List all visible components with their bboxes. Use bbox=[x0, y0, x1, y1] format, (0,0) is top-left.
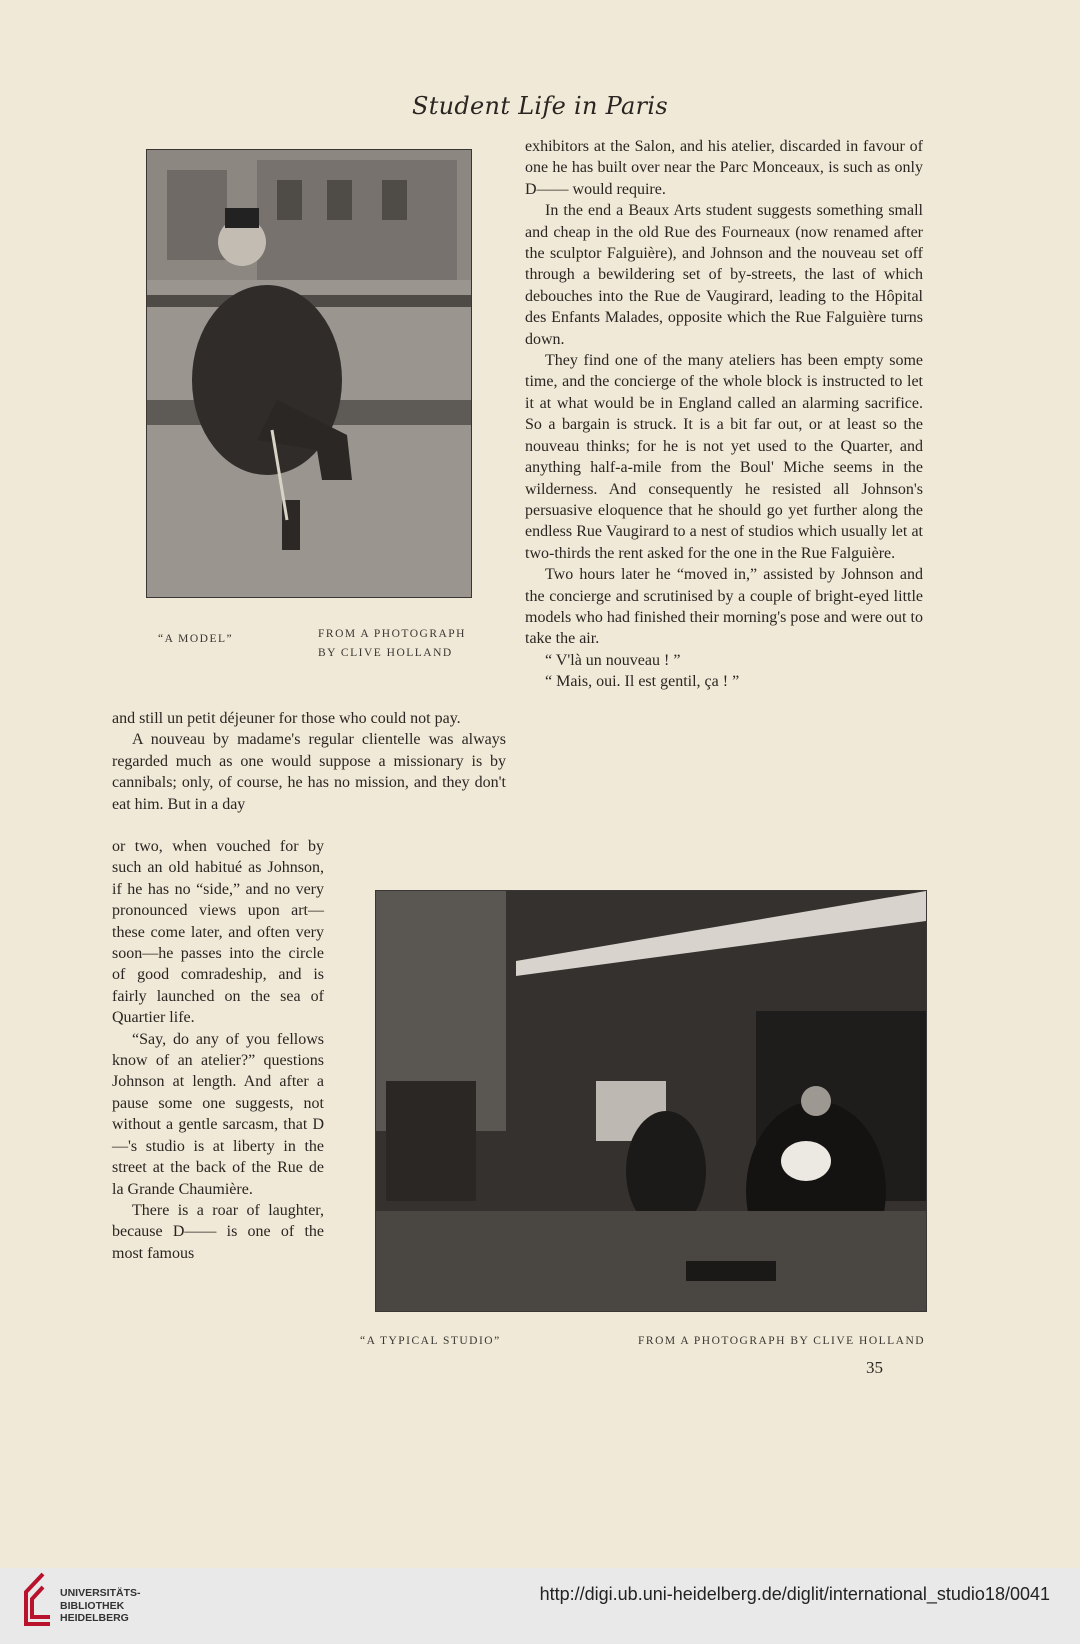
library-logo-icon bbox=[18, 1572, 58, 1632]
digital-library-url[interactable]: http://digi.ub.uni-heidelberg.de/diglit/international_studio18/0041 bbox=[539, 1584, 1050, 1604]
right-paragraph-5: “ V'là un nouveau ! ” bbox=[545, 651, 681, 669]
right-column bbox=[525, 136, 923, 693]
page-number: 35 bbox=[866, 1358, 883, 1377]
footer-bar bbox=[0, 1568, 1080, 1644]
narrow-paragraph-3: There is a roar of laughter, because D—— is one of the most famous bbox=[112, 1201, 324, 1262]
library-name-line-1: UNIVERSITÄTS- bbox=[60, 1587, 141, 1599]
narrow-column bbox=[112, 836, 324, 1264]
left-paragraph-1: and still un petit déjeuner for those who could not pay. bbox=[112, 710, 461, 727]
right-paragraph-1: exhibitors at the Salon, and his atelier, discarded in favour of one he has built over near the Parc Monceaux, is such as only D—— would require. bbox=[525, 138, 923, 198]
studio-caption-title: “A TYPICAL STUDIO” bbox=[360, 1335, 501, 1347]
model-photo-illustration bbox=[147, 150, 471, 597]
right-paragraph-2: In the end a Beaux Arts student suggests something small and cheap in the old Rue des Fourneaux (now renamed after the sculptor Falguière), and Johnson and the nouveau set off through a bewildering set of by-streets, the last of which debouches into the Rue de Vaugirard, leading to the Hôpital des Enfants Malades, opposite which the Rue Falguière turns down. bbox=[525, 202, 923, 348]
library-name-line-2: BIBLIOTHEK bbox=[60, 1599, 125, 1612]
photo-a-model bbox=[146, 149, 472, 598]
studio-photo-illustration bbox=[376, 891, 926, 1311]
model-caption-credit-2: BY CLIVE HOLLAND bbox=[318, 647, 453, 659]
right-paragraph-3: They find one of the many ateliers has been empty some time, and the concierge of the whole block is instructed to let it at what would be in England called an alarming sacrifice. So a bargain is struck. It is a bit far out, or at least so the nouveau thinks; for he is not yet used to the Quarter, and anything half-a-mile from the Boul' Miche seems in the wilderness. And consequently he resisted all Johnson's persuasive eloquence that he should go yet further along the endless Rue Vaugirard to a nest of studios which usually let at two-thirds the rent asked for the one in the Rue Falguière. bbox=[525, 352, 923, 562]
left-column bbox=[112, 708, 506, 815]
running-header: Student Life in Paris bbox=[411, 92, 669, 120]
left-paragraph-2: A nouveau by madame's regular clientelle was always regarded much as one would suppose a missionary is by cannibals; only, of course, he has no mission, and they don't eat him. But in a day bbox=[112, 731, 506, 813]
studio-caption-credit: FROM A PHOTOGRAPH BY CLIVE HOLLAND bbox=[638, 1335, 926, 1347]
library-name-line-3: HEIDELBERG bbox=[60, 1612, 129, 1624]
right-paragraph-4: Two hours later he “moved in,” assisted by Johnson and the concierge and scrutinised by a couple of bright-eyed little models who had finished their morning's pose and were out to take the air. bbox=[525, 566, 923, 648]
model-caption-title: “A MODEL” bbox=[158, 633, 234, 645]
model-caption-credit-1: FROM A PHOTOGRAPH bbox=[318, 628, 466, 640]
narrow-paragraph-1: or two, when vouched for by such an old habitué as Johnson, if he has no “side,” and no very pronounced views upon art—these come later, and often very soon—he passes into the circle of good comradeship, and is fairly launched on the sea of Quartier life. bbox=[112, 838, 324, 1027]
library-name bbox=[60, 1587, 141, 1625]
photo-a-typical-studio bbox=[375, 890, 927, 1312]
narrow-paragraph-2: “Say, do any of you fellows know of an atelier?” questions Johnson at length. And after a pause some one suggests, not without a gentle sarcasm, that D—'s studio is at liberty in the street at the back of the Rue de la Grande Chaumière. bbox=[112, 1030, 324, 1198]
right-paragraph-6: “ Mais, oui. Il est gentil, ça ! ” bbox=[545, 673, 740, 691]
